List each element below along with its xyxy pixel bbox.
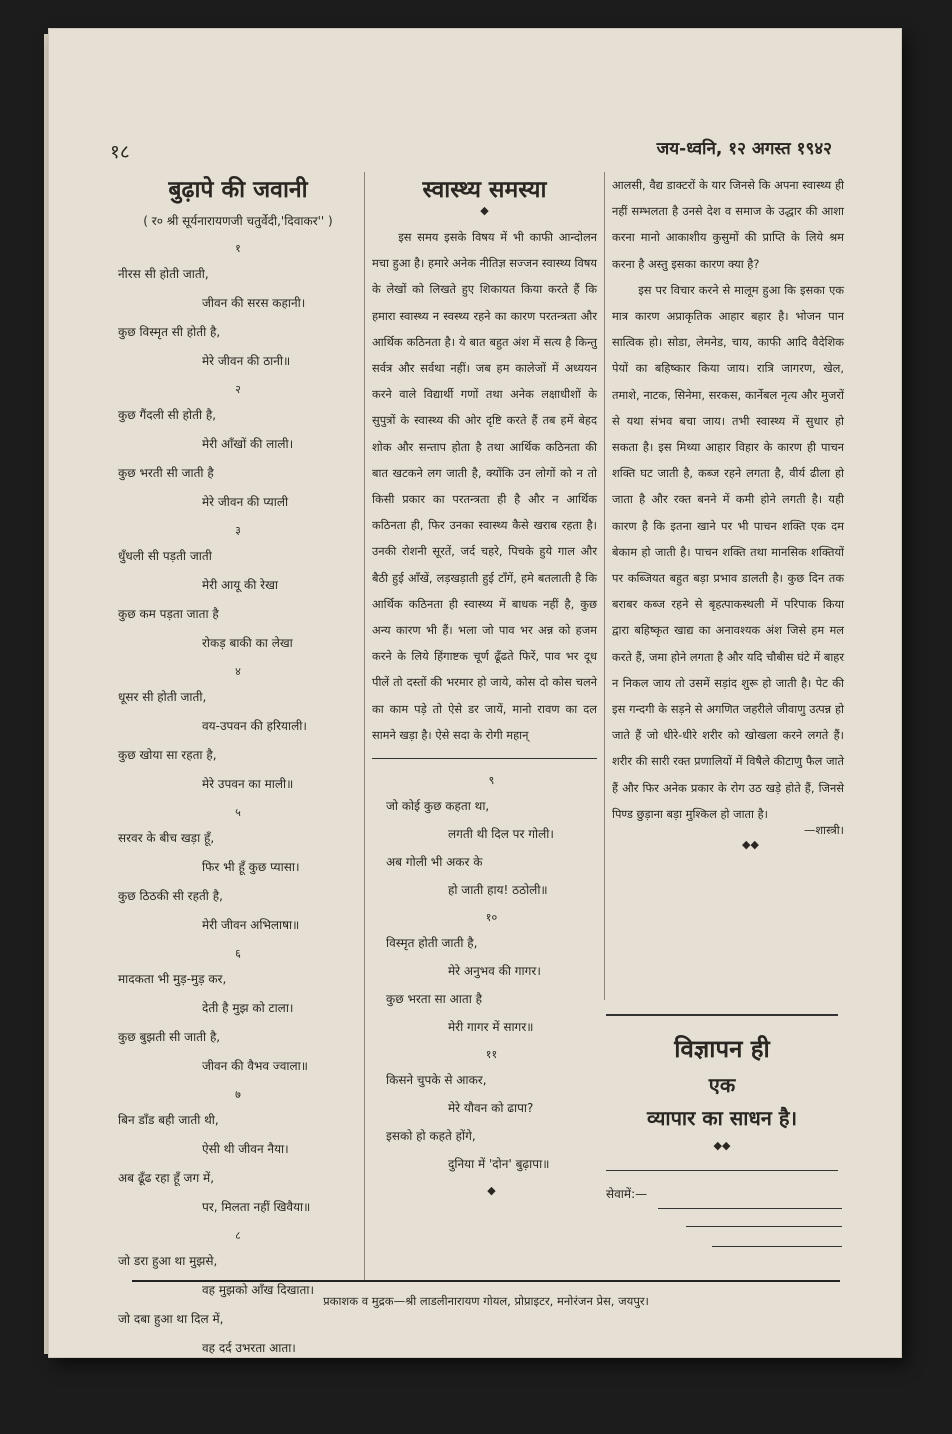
poem-line: कुछ भरता सा आता है: [386, 992, 482, 1007]
poem-line: जीवन की वैभव ज्वाला॥: [202, 1059, 308, 1073]
poem-line: पर, मिलता नहीं खिवैया॥: [202, 1200, 311, 1214]
poem-line: मेरे जीवन की ठानी॥: [202, 354, 291, 368]
poem-line: मेरे उपवन का माली॥: [202, 777, 294, 791]
poem-line: जो डरा हुआ था मुझसे,: [118, 1254, 218, 1268]
stanza-number: ११: [485, 1048, 498, 1062]
poem-line: कुछ भरती सी जाती है: [118, 466, 214, 480]
advertisement-box: [606, 1014, 838, 1152]
poem-column: [118, 172, 358, 1369]
address-block: [606, 1170, 838, 1202]
poem-line: इसको हो कहते होंगे,: [386, 1129, 476, 1144]
poem-stanza: [118, 1087, 358, 1222]
imprint-line: प्रकाशक व मुद्रक—श्री लाडलीनारायण गोयल, प्रोप्राइटर, मनोरंजन प्रेस, जयपुर।: [323, 1294, 649, 1308]
poem-stanza: [386, 910, 597, 1041]
article-continued-column: [612, 172, 844, 852]
poem-end-ornament: ◆: [487, 1184, 496, 1198]
poem-line: जीवन की सरस कहानी।: [202, 296, 306, 310]
page-number: १८: [110, 141, 130, 163]
poem-line: धूसर सी होती जाती,: [118, 690, 207, 704]
stanza-number: ७: [235, 1088, 241, 1101]
poem-line: ऐसी थी जीवन नैया।: [202, 1142, 289, 1156]
poem-line: दुनिया में 'दोन' बुढ़ापा॥: [448, 1157, 550, 1172]
article-title: स्वास्थ्य समस्या: [422, 177, 547, 203]
ad-line: विज्ञापन ही: [674, 1035, 770, 1063]
address-line: [658, 1208, 842, 1209]
stanza-number: १०: [485, 911, 498, 925]
article-paragraph: इस पर विचार करने से मालूम हुआ कि इसका एक मात्र कारण अप्राकृतिक आहार बहार है। भोजन पान सात्विक हो। सोडा, लेमनेड, चाय, काफी आदि वैदेशिक पेयों का बहिष्कार किया जाय। रात्रि जागरण, खेल, तमाशे, नाटक, सिनेमा, सरकस, कार्नेबल नृत्य और मुजरों से यथा संभव बचा जाय। तभी स्वास्थ्य में सुधार हो सकता है। इस मिथ्या आहार विहार के कारण ही पाचन शक्ति घट जाती है, कब्ज रहने लगता है, वीर्य ढीला हो जाता है और रक्त बनने में कमी होने लगती है। यही कारण है कि इतना खाने पर भी पाचन शक्ति एक दम बेकाम हो जाती है। पाचन शक्ति तथा मानसिक शक्तियों पर कब्जियत बहुत बड़ा प्रभाव डालती है। कुछ दिन तक बराबर कब्ज रहने से बृहत्पाकस्थली में परिपाक किया द्वारा बहिष्कृत खाद्य का अनावश्यक अंश जिसे हम मल करते हैं, जमा होने लगता है और यदि चौबीस घंटे में बाहर न निकल जाय तो उसमें सड़ांद शुरू हो जाती है। पेट की इस गन्दगी के सड़ने से अगणित जहरीले जीवाणु उत्पन्न हो जाते हैं जो धीरे-धीरे शरीर को खोखला करने लगते हैं। शरीर की सारी रक्त प्रणालियों में विषैले कीटाणु फैल जाते हैं और फिर अनेक प्रकार के रोग उठ खड़े होते हैं, जिनसे पिण्ड छुड़ाना बड़ा मुश्किल हो जाता है।: [612, 282, 844, 821]
poem-line: जो दबा हुआ था दिल में,: [118, 1312, 224, 1326]
poem-stanza: [386, 773, 597, 904]
address-line: [686, 1226, 842, 1227]
poem-stanzas: [386, 773, 597, 1178]
poem-line: नीरस सी होती जाती,: [118, 267, 209, 281]
poem-line: विस्मृत होती जाती है,: [386, 936, 478, 951]
poem-line: मेरी आँखों की लाली।: [202, 437, 294, 451]
stanza-number: ६: [235, 947, 241, 960]
stanza-number: ३: [235, 524, 241, 537]
poem-line: मेरे यौवन को ढापा?: [448, 1101, 534, 1116]
poem-line: जो कोई कुछ कहता था,: [386, 799, 490, 814]
stanza-number: ९: [488, 774, 495, 788]
poem-line: कुछ विस्मृत सी होती है,: [118, 325, 221, 339]
poem-line: वह मुझको आँख दिखाता।: [202, 1283, 315, 1297]
poem-byline: ( र० श्री सूर्यनारायणजी चतुर्वेदी,'दिवाकर'' ): [143, 214, 333, 228]
poem-stanza: [118, 805, 358, 940]
poem-line: रोकड़ बाकी का लेखा: [202, 636, 293, 650]
ad-ornament: ◆◆: [713, 1139, 731, 1152]
poem-line: कुछ गैंदली सी होती है,: [118, 408, 217, 422]
poem-line: देती है मुझ को टाला।: [202, 1001, 294, 1015]
poem-line: कुछ ठिठकी सी रहती है,: [118, 889, 223, 903]
poem-stanza: [118, 382, 358, 517]
address-line: [712, 1246, 842, 1247]
poem-continued: [372, 758, 597, 1198]
footer-rule: [132, 1280, 840, 1282]
poem-line: कुछ कम पड़ता जाता है: [118, 607, 219, 621]
poem-line: वह दर्द उभरता आता।: [202, 1341, 296, 1355]
sevamen-label: सेवामें:—: [606, 1187, 648, 1201]
column-divider: [364, 172, 365, 1282]
article-end-ornament: ◆◆: [742, 838, 759, 852]
dateline: जय-ध्वनि, १२ अगस्त १९४२: [656, 139, 832, 159]
poem-stanza: [386, 1047, 597, 1178]
ad-line: एक: [708, 1073, 736, 1097]
poem-stanza: [118, 664, 358, 799]
stanza-number: ५: [235, 806, 241, 819]
stanza-number: ४: [235, 665, 241, 678]
poem-line: मादकता भी मुड़-मुड़ कर,: [118, 972, 227, 986]
poem-line: फिर भी हूँ कुछ प्यासा।: [202, 860, 300, 874]
ad-line: व्यापार का साधन है।: [646, 1106, 798, 1130]
article-paragraph: इस समय इसके विषय में भी काफी आन्दोलन मचा हुआ है। हमारे अनेक नीतिज्ञ सज्जन स्वास्थ्य विषय के लेखों को लिखते हुए शिकायत किया करते हैं कि हमारा स्वास्थ्य न स्वस्थ्य रहने का कारण परतन्त्रता और आर्थिक कठिनता है। ये बात बहुत अंश में सत्य है किन्तु सर्वत्र और सर्वथा नहीं। जब हम कालेजों में अध्ययन करने वाले विद्यार्थी गणों तथा अनेक लक्षाधीशों के सुपुत्रों के स्वास्थ्य की ओर दृष्टि करते हैं तब हमें बेहद शोक और सन्ताप होता है तथा आर्थिक कठिनता की बात खटकने लग जाती है, क्योंकि उन लोगों को न तो किसी प्रकार का परतन्त्रता ही है और न आर्थिक कठिनता ही, फिर उनका स्वास्थ्य कैसे खराब रहता है। उनकी रोशनी सूरतें, जर्द चहरे, पिचके हुये गाल और बैठी हुई आँखें, लड़खड़ाती हुई टाँगें, हमे बतलाती है कि आर्थिक कठिनता ही स्वास्थ्य में बाधक नहीं है, कुछ अन्य कारण भी हैं। भला जो पाव भर अन्न को हजम करने के लिये हिंगाष्टक चूर्ण ढूँढते फिरें, पाव भर दूध पीलें तो दस्तों की भरमार हो जाये, कोस दो कोस चलने का काम पड़े तो ऐसे डर जायें, मानो रावण का दल सामने खड़ा है। ऐसे सदा के रोगी महान्: [372, 230, 597, 742]
poem-stanza: [118, 523, 358, 658]
article-paragraph: आलसी, वैद्य डाक्टरों के यार जिनसे कि अपना स्वास्थ्य ही नहीं सम्भलता है उनसे देश व समाज के उद्धार की आशा करना मानो आकाशीय कुसुमों की प्राप्ति के लिये श्रम करना है अस्तु इसका कारण क्या है?: [612, 178, 844, 271]
poem-stanza: [118, 946, 358, 1081]
poem-line: हो जाती हाय! ठठोली॥: [448, 883, 548, 898]
poem-line: अब गोली भी अकर के: [386, 855, 483, 870]
poem-line: बिन डाँड बही जाती थी,: [118, 1113, 219, 1127]
stanza-number: २: [235, 383, 241, 396]
column-divider: [604, 172, 605, 1000]
poem-title: बुढ़ापे की जवानी: [168, 177, 308, 203]
poem-line: मेरे जीवन की प्याली: [202, 495, 289, 509]
poem-line: वय-उपवन की हरियाली।: [202, 719, 307, 733]
poem-line: लगती थी दिल पर गोली।: [448, 827, 554, 842]
title-ornament: ◆: [480, 204, 489, 217]
poem-stanza: [118, 241, 358, 376]
stanza-number: ८: [235, 1229, 241, 1242]
poem-line: मेरी जीवन अभिलाषा॥: [202, 918, 300, 932]
poem-line: अब ढूँढ रहा हूँ जग में,: [118, 1171, 215, 1185]
poem-line: कुछ खोया सा रहता है,: [118, 748, 217, 762]
stanza-number: १: [235, 242, 241, 255]
poem-line: धुँधली सी पड़ती जाती: [118, 549, 212, 563]
poem-line: मेरी आयू की रेखा: [202, 578, 279, 592]
poem-line: सरवर के बीच खड़ा हूँ,: [118, 831, 215, 845]
article-signature: —शास्त्री।: [803, 823, 844, 838]
poem-stanzas: [118, 241, 358, 1363]
poem-line: कुछ बुझती सी जाती है,: [118, 1030, 221, 1044]
article-column: [372, 172, 597, 1198]
poem-line: मेरी गागर में सागर॥: [448, 1020, 534, 1035]
poem-line: मेरे अनुभव की गागर।: [448, 964, 541, 979]
poem-line: किसने चुपके से आकर,: [386, 1073, 487, 1088]
